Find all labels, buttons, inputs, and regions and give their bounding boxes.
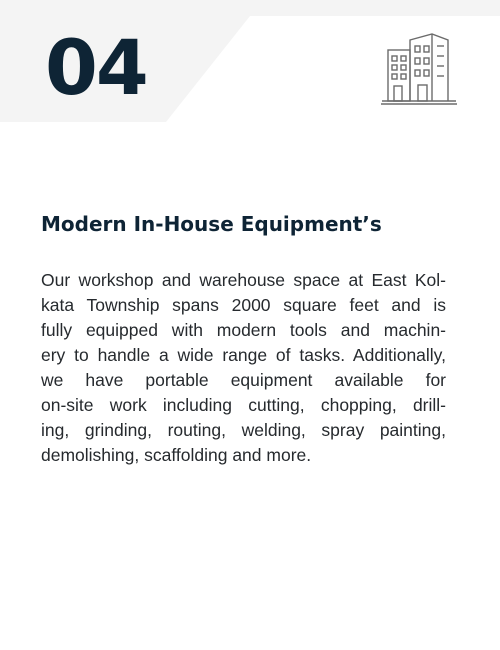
description-line: ing, grinding, routing, welding, spray painting,	[41, 420, 446, 440]
description-line: kata Township spans 2000 square feet and is	[41, 295, 446, 315]
card-description	[41, 268, 446, 468]
description-line: demolishing, scaffolding and more.	[41, 445, 312, 465]
description-line: Our workshop and warehouse space at East Kol-	[41, 270, 446, 290]
step-number: 04	[45, 23, 147, 112]
description-line: ery to handle a wide range of tasks. Additionally,	[41, 345, 446, 365]
description-line: fully equipped with modern tools and machin-	[41, 320, 446, 340]
description-line: we have portable equipment available for	[41, 370, 446, 390]
building-icon	[380, 30, 458, 108]
description-line: on-site work including cutting, chopping, drill-	[41, 395, 446, 415]
card-title: Modern In-House Equipment’s	[41, 212, 382, 236]
